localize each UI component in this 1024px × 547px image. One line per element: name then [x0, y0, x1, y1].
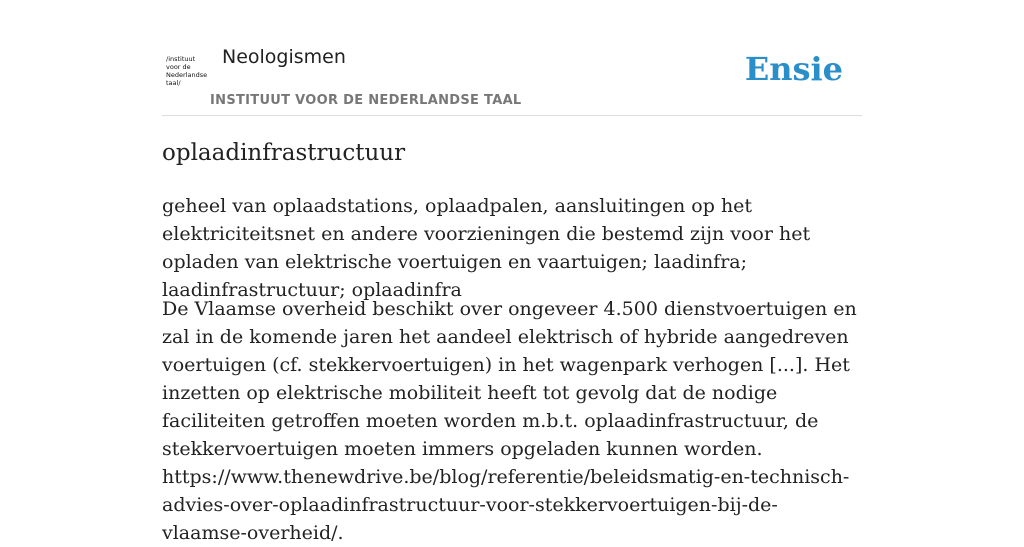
logo-line: Nederlandse [166, 71, 208, 79]
source-link[interactable]: https://www.thenewdrive.be/blog/referentie/beleidsmatig-en-technisch-advies-over-oplaadinfrastructuur-voor-stekkervoertuigen-bij-de-vlaamse-overheid/. [162, 466, 850, 544]
entry-term: oplaadinfrastructuur [162, 140, 406, 166]
entry-example [162, 295, 862, 547]
header-divider [162, 115, 862, 116]
example-text: De Vlaamse overheid beschikt over ongeveer 4.500 dienstvoertuigen en zal in de komende jaren het aandeel elektrisch of hybride aangedreven voertuigen (cf. stekkervoertuigen) in het wagenpark verhogen [...]. Het inzetten op elektrische mobiliteit heeft tot gevolg dat de nodige faciliteiten getroffen moeten worden m.b.t. oplaadinfrastructuur, de stekkervoertuigen moeten immers opgeladen kunnen worden. [162, 298, 857, 460]
ensie-logo-link[interactable]: Ensie [744, 50, 843, 88]
logo-line: taal/ [166, 79, 181, 87]
site-title[interactable]: Neologismen [222, 46, 346, 68]
logo-line: /instituut [166, 55, 196, 63]
ivdnt-logo[interactable] [166, 55, 208, 89]
entry-definition: geheel van oplaadstations, oplaadpalen, aansluitingen op het elektriciteitsnet en andere voorzieningen die bestemd zijn voor het opladen van elektrische voertuigen en vaartuigen; laadinfra; laadinfrastructuur; oplaadinfra [162, 195, 811, 301]
logo-line: voor de [166, 63, 191, 71]
institute-name: INSTITUUT VOOR DE NEDERLANDSE TAAL [210, 93, 522, 108]
